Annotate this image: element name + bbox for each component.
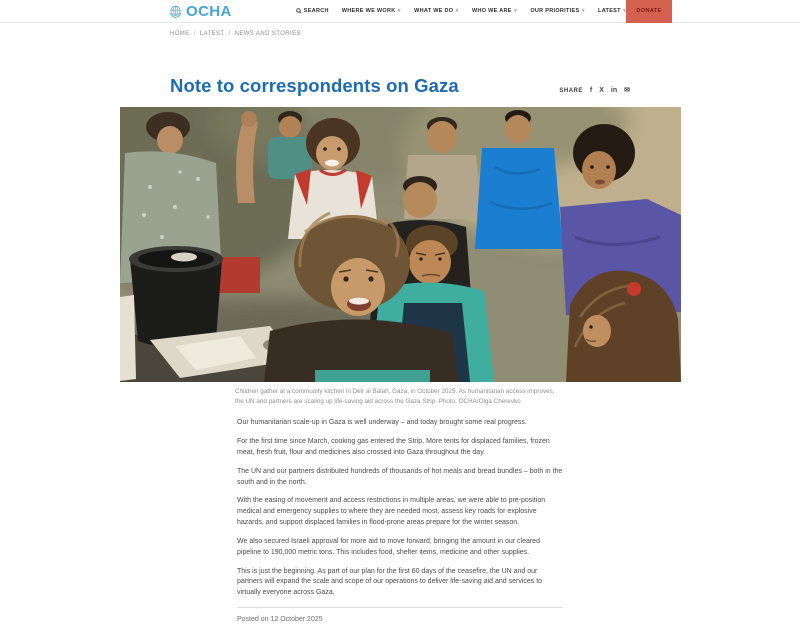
x-twitter-icon[interactable]: X [599,87,604,94]
posted-date: Posted on 12 October 2025 [237,616,323,624]
logo-wordmark: OCHA [186,2,232,20]
nav-what-we-do[interactable]: WHAT WE DO ∨ [414,7,459,14]
paragraph: With the easing of movement and access restrictions in multiple areas, we were able to pre-position medical and emergency supplies to where they are needed most, assess key roads for explosive hazards, and support displaced families in flood-prone areas prepare for the winter season. [237,497,546,527]
paragraph: For the first time since March, cooking gas entered the Strip. More tents for displaced families, frozen meat, fresh fruit, flour and medicines also crossed into Gaza throughout the day. [237,437,550,456]
article-photo [120,107,681,382]
nav-search[interactable]: SEARCH [296,8,329,14]
breadcrumb-separator: / [193,31,196,37]
chevron-down-icon: ∨ [622,7,627,13]
breadcrumb-home[interactable]: HOME [170,31,190,37]
chevron-down-icon: ∨ [455,7,459,13]
site-header [0,0,800,23]
un-emblem-icon [168,4,183,19]
donate-button[interactable]: DONATE [626,0,671,23]
chevron-down-icon: ∨ [581,7,586,13]
divider [237,607,563,608]
chevron-down-icon: ∨ [397,7,402,13]
paragraph: We also secured Israeli approval for more aid to move forward, bringing the amount in our cleared pipeline to 190,000 metric tons. This includes food, shelter items, medicine and other supplies. [237,537,540,556]
ocha-logo[interactable] [168,3,232,20]
breadcrumb-latest[interactable]: LATEST [199,31,225,37]
nav-our-priorities[interactable]: OUR PRIORITIES ∨ [530,7,586,14]
breadcrumb-separator: / [228,31,231,37]
breadcrumb-news-and-stories[interactable]: NEWS AND STORIES [234,31,301,37]
email-icon[interactable]: ✉ [624,87,630,94]
linkedin-icon[interactable]: in [610,87,618,94]
nav-where-we-work[interactable]: WHERE WE WORK ∨ [341,7,402,14]
facebook-icon[interactable]: f [589,87,593,94]
chevron-down-icon: ∨ [513,7,518,13]
nav-who-we-are[interactable]: WHO WE ARE ∨ [471,7,518,14]
paragraph: Our humanitarian scale-up in Gaza is well underway – and today brought some real progress. [237,419,527,427]
photo-illustration [120,107,681,382]
share-block [559,87,630,97]
paragraph: The UN and our partners distributed hundreds of thousands of hot meals and bread bundles – both in the south and in the north. [237,467,563,486]
page-title: Note to correspondents on Gaza [170,75,459,96]
nav-latest[interactable]: LATEST ∨ [598,7,627,14]
search-icon [296,8,302,14]
breadcrumb [170,31,630,37]
share-label: SHARE [559,87,583,94]
paragraph: This is just the beginning. As part of our plan for the first 60 days of the ceasefire, the UN and our partners will expand the scale and scope of our operations to deliver life-saving aid and services to virtually everyone across Gaza. [237,567,543,597]
photo-caption: Children gather at a community kitchen in Deir al Balah, Gaza, in October 2025. As humanitarian access improves, the UN and partners are scaling up life-saving aid across the Gaza Strip. Photo: OCHA/Olga Cherevko [235,388,555,406]
main-nav [296,8,627,14]
article-body [237,418,563,599]
